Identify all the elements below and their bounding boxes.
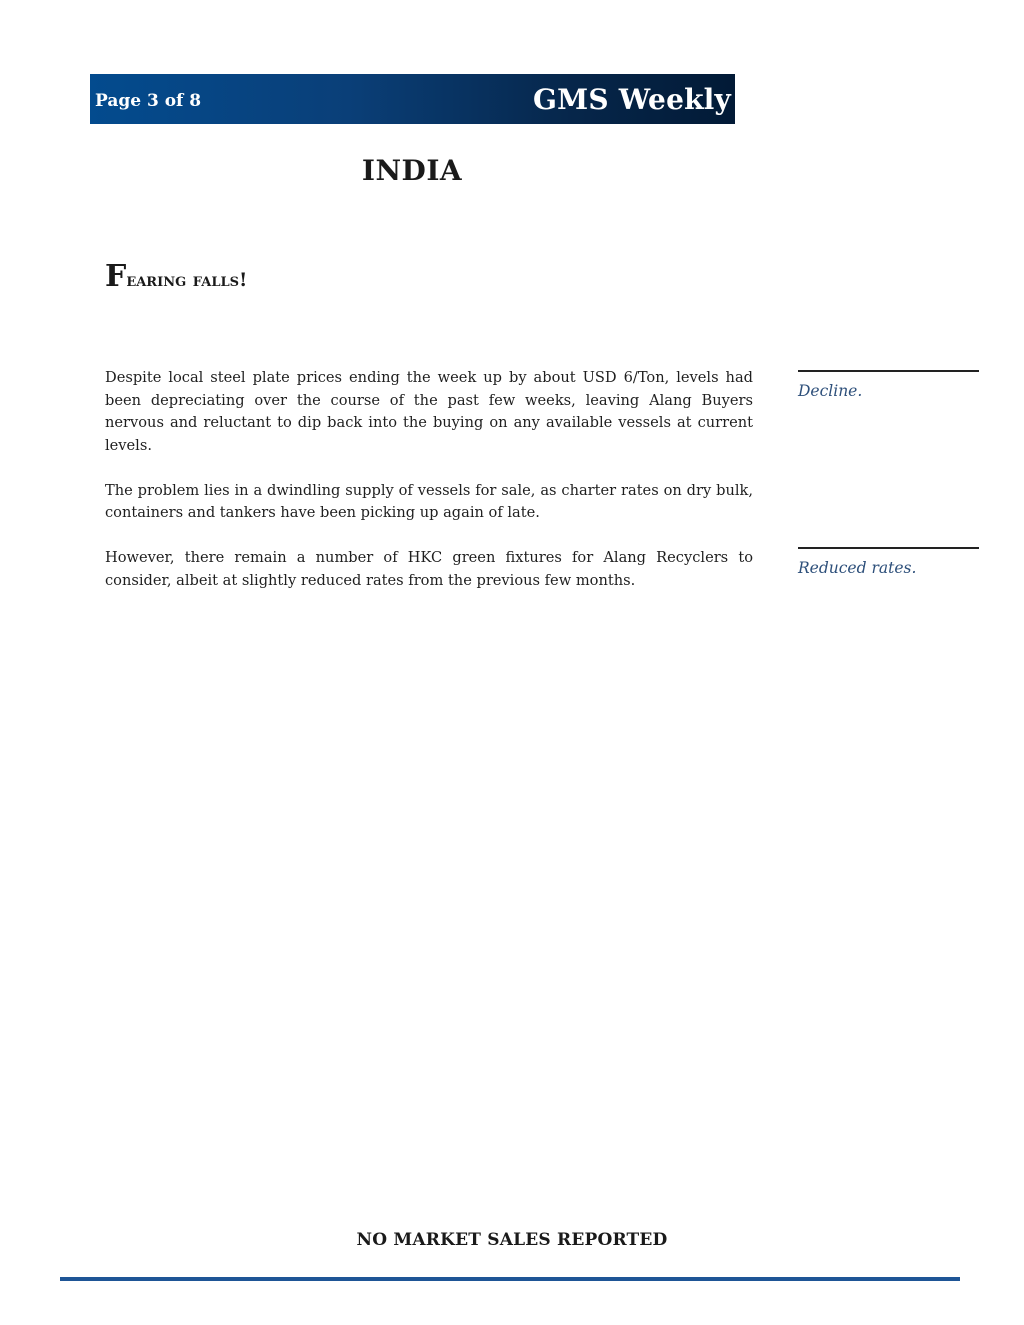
paragraph: However, there remain a number of HKC green fixtures for Alang Recyclers to consider, albeit at slightly reduced rates from the previous few months. <box>105 549 753 589</box>
article-body <box>105 367 753 615</box>
section-heading-rest: earing falls! <box>126 269 248 291</box>
country-heading: INDIA <box>361 154 463 187</box>
footer-note: NO MARKET SALES REPORTED <box>356 1230 668 1250</box>
paragraph: Despite local steel plate prices ending the week up by about USD 6/Ton, levels had been depreciating over the course of the past few weeks, leaving Alang Buyers nervous and reluctant to dip back into the buying on any available vessels at current levels. <box>105 369 753 454</box>
paragraph: The problem lies in a dwindling supply of vessels for sale, as charter rates on dry bulk, containers and tankers have been picking up again of late. <box>105 481 753 521</box>
header-bar <box>90 74 735 124</box>
publication-title: GMS Weekly <box>533 82 731 116</box>
footer-rule <box>60 1277 960 1281</box>
section-heading <box>105 259 247 294</box>
sidenote-decline: Decline. <box>798 370 979 400</box>
page-indicator: Page 3 of 8 <box>95 90 202 111</box>
sidenote-reduced-rates: Reduced rates. <box>798 547 979 577</box>
section-heading-initial: F <box>105 259 127 294</box>
